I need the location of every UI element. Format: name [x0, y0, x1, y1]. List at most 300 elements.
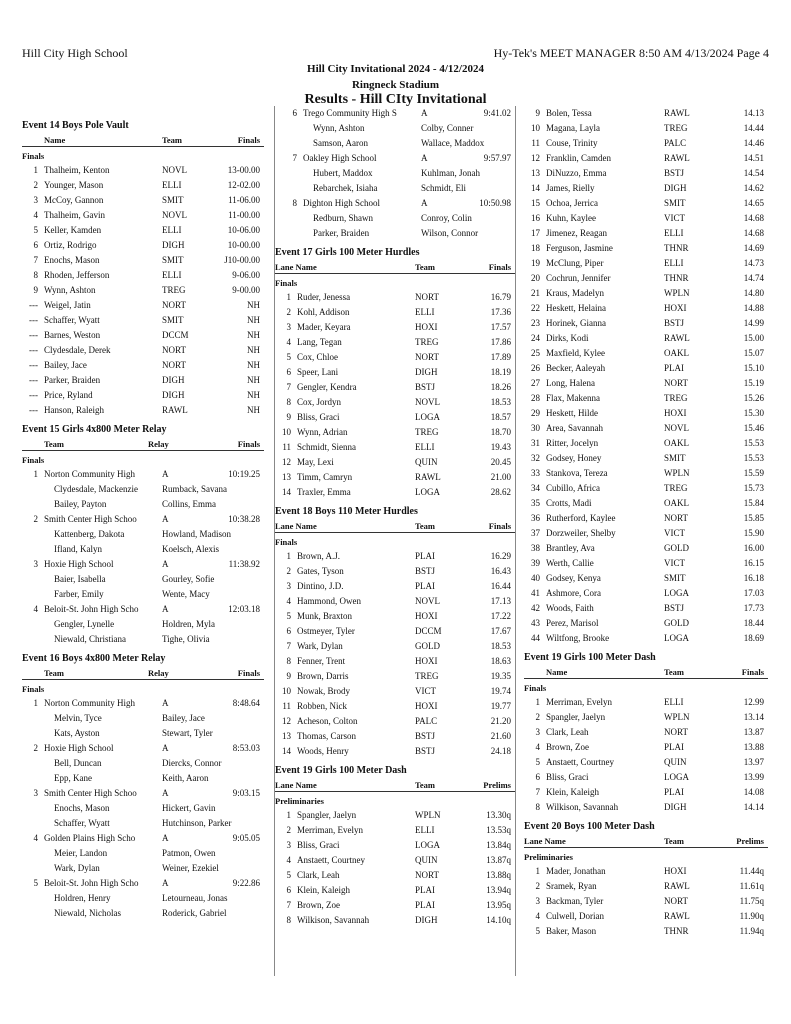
athlete-name: Gengler, Kendra — [297, 382, 357, 392]
athlete-name: Brown, A.J. — [297, 551, 341, 561]
athlete-name: Keller, Kamden — [44, 225, 102, 235]
mark: 9-06.00 — [232, 270, 260, 280]
team-code: PALC — [415, 716, 438, 726]
athlete-name: Backman, Tyler — [546, 896, 604, 906]
mark: 13-00.00 — [227, 165, 260, 175]
mark: 16.00 — [743, 543, 764, 553]
team-code: OAKL — [664, 438, 689, 448]
relay-members — [281, 166, 515, 181]
place: --- — [29, 360, 38, 370]
athlete-name: Klein, Kaleigh — [546, 787, 599, 797]
mark: 14.14 — [743, 802, 764, 812]
place: 16 — [531, 213, 540, 223]
place: 38 — [531, 543, 540, 553]
section-label: Finals — [22, 151, 45, 161]
athlete-name: Spangler, Jaelyn — [546, 712, 606, 722]
team-code: RAWL — [664, 333, 690, 343]
place: 4 — [286, 337, 291, 347]
place: 2 — [33, 180, 38, 190]
result-row — [524, 541, 768, 556]
result-row — [275, 594, 515, 609]
member-name: Bailey, Jace — [162, 713, 205, 723]
mark: 13.94q — [486, 885, 511, 895]
event-block — [524, 821, 768, 939]
team-code: TREG — [415, 427, 439, 437]
finals-header: Finals — [237, 668, 260, 678]
result-row — [275, 290, 515, 305]
team-code: RAWL — [415, 472, 441, 482]
member-name: Niewald, Christiana — [54, 634, 126, 644]
team-code: DIGH — [415, 367, 438, 377]
result-row — [22, 268, 264, 283]
mark: 14.68 — [743, 213, 764, 223]
relay-members — [22, 572, 264, 587]
member-name: Keith, Aaron — [162, 773, 209, 783]
team-code: NORT — [162, 345, 186, 355]
relay-members — [22, 801, 264, 816]
team-code: OAKL — [664, 348, 689, 358]
athlete-name: Cox, Chloe — [297, 352, 339, 362]
event-block — [22, 424, 264, 647]
relay-letter: A — [162, 788, 169, 798]
mark: 14.65 — [743, 198, 764, 208]
result-row — [22, 343, 264, 358]
athlete-name: Magana, Layla — [546, 123, 600, 133]
place: 5 — [286, 870, 291, 880]
athlete-name: James, Rielly — [546, 183, 595, 193]
athlete-name: Thalheim, Gavin — [44, 210, 105, 220]
mark: 18.70 — [490, 427, 511, 437]
mark: 17.03 — [743, 588, 764, 598]
place: 1 — [33, 698, 38, 708]
event-block — [275, 765, 515, 928]
athlete-name: Couse, Trinity — [546, 138, 598, 148]
place: 4 — [535, 742, 540, 752]
member-name: Ifland, Kalyn — [54, 544, 102, 554]
place: 9 — [286, 412, 291, 422]
athlete-name: Cochrun, Jennifer — [546, 273, 611, 283]
team-code: SMIT — [162, 255, 184, 265]
section-label: Finals — [524, 683, 547, 693]
result-row — [524, 879, 768, 894]
result-row — [524, 166, 768, 181]
team-code: HOXI — [415, 322, 438, 332]
athlete-name: Cubillo, Africa — [546, 483, 600, 493]
result-row — [275, 714, 515, 729]
mark: NH — [247, 405, 260, 415]
result-row — [524, 346, 768, 361]
athlete-name: Perez, Marisol — [546, 618, 599, 628]
mark: 17.36 — [490, 307, 511, 317]
mark: 13.87 — [743, 727, 764, 737]
mark: 18.26 — [490, 382, 511, 392]
team-code: HOXI — [664, 303, 687, 313]
member-name: Weiner, Ezekiel — [162, 863, 219, 873]
athlete-name: Barnes, Weston — [44, 330, 101, 340]
result-row — [524, 151, 768, 166]
place: 6 — [292, 108, 297, 118]
athlete-name: Brown, Darris — [297, 671, 349, 681]
mark: 11.90q — [739, 911, 764, 921]
athlete-name: Woods, Henry — [297, 746, 349, 756]
team-code: SMIT — [162, 195, 184, 205]
place: 1 — [286, 810, 291, 820]
athlete-name: Thomas, Carson — [297, 731, 356, 741]
athlete-name: Brantley, Ava — [546, 543, 595, 553]
place: 35 — [531, 498, 540, 508]
member-name: Conroy, Colin — [421, 213, 472, 223]
mark: 15.59 — [743, 468, 764, 478]
athlete-name: Woods, Faith — [546, 603, 594, 613]
athlete-name: Enochs, Mason — [44, 255, 100, 265]
column-3 — [524, 106, 768, 939]
result-row — [275, 395, 515, 410]
team-code: VICT — [415, 686, 436, 696]
team-code: WPLN — [664, 288, 690, 298]
relay-members — [22, 846, 264, 861]
athlete-name: Merriman, Evelyn — [546, 697, 612, 707]
mark: 14.74 — [743, 273, 764, 283]
result-row — [524, 466, 768, 481]
place: 10 — [282, 686, 291, 696]
athlete-name: Fenner, Trent — [297, 656, 346, 666]
mark: 15.53 — [743, 438, 764, 448]
event-title: Event 17 Girls 100 Meter Hurdles — [275, 247, 420, 258]
team-code: DIGH — [664, 802, 687, 812]
place: 44 — [531, 633, 540, 643]
result-row — [524, 710, 768, 725]
place: 2 — [535, 881, 540, 891]
team-code: WPLN — [664, 712, 690, 722]
result-row — [275, 624, 515, 639]
result-row — [275, 883, 515, 898]
relay-row — [281, 106, 515, 121]
result-row — [22, 208, 264, 223]
athlete-name: Ferguson, Jasmine — [546, 243, 613, 253]
team-code: ELLI — [415, 307, 435, 317]
column-header — [275, 260, 515, 274]
mark: 10:50.98 — [479, 198, 511, 208]
member-name: Parker, Braiden — [313, 228, 370, 238]
result-row — [275, 639, 515, 654]
athlete-name: Bliss, Graci — [297, 412, 340, 422]
result-row — [275, 853, 515, 868]
mark: 14.62 — [743, 183, 764, 193]
relay-members — [22, 542, 264, 557]
place: --- — [29, 300, 38, 310]
mark: 19.74 — [490, 686, 511, 696]
mark: 28.62 — [490, 487, 511, 497]
place: 6 — [33, 240, 38, 250]
lane-name-header: Lane Name — [275, 780, 317, 790]
result-row — [275, 868, 515, 883]
team-code: BSTJ — [415, 746, 436, 756]
team-code: ELLI — [162, 225, 182, 235]
member-name: Tighe, Olivia — [162, 634, 210, 644]
relay-header: Relay — [148, 668, 169, 678]
mark: 16.29 — [490, 551, 511, 561]
team-code: DIGH — [162, 375, 185, 385]
mark: 13.87q — [486, 855, 511, 865]
athlete-name: Parker, Braiden — [44, 375, 101, 385]
result-row — [524, 616, 768, 631]
relay-members — [22, 891, 264, 906]
relay-members — [22, 756, 264, 771]
relay-team: Golden Plains High Scho — [44, 833, 136, 843]
result-row — [524, 785, 768, 800]
athlete-name: Nowak, Brody — [297, 686, 350, 696]
team-code: ELLI — [664, 228, 684, 238]
section-label: Finals — [22, 455, 45, 465]
result-row — [275, 684, 515, 699]
athlete-name: Ostmeyer, Tyler — [297, 626, 355, 636]
result-row — [275, 808, 515, 823]
result-row — [524, 361, 768, 376]
mark: 11:38.92 — [228, 559, 260, 569]
relay-row — [22, 786, 264, 801]
athlete-name: Rutherford, Kaylee — [546, 513, 616, 523]
athlete-name: Bolen, Tessa — [546, 108, 592, 118]
relay-members — [281, 136, 515, 151]
place: 12 — [531, 153, 540, 163]
team-code: TREG — [415, 337, 439, 347]
place: 14 — [282, 746, 291, 756]
result-row — [524, 864, 768, 879]
relay-members — [281, 181, 515, 196]
lane-name-header: Lane Name — [524, 836, 566, 846]
mark: 17.67 — [490, 626, 511, 636]
finals-header: Finals — [237, 439, 260, 449]
result-row — [524, 526, 768, 541]
mark: 15.73 — [743, 483, 764, 493]
mark: NH — [247, 315, 260, 325]
athlete-name: Bliss, Graci — [546, 772, 589, 782]
team-code: TREG — [664, 123, 688, 133]
athlete-name: Merriman, Evelyn — [297, 825, 363, 835]
name-header: Name — [44, 135, 66, 145]
result-row — [22, 298, 264, 313]
relay-team: Smith Center High Schoo — [44, 514, 137, 524]
result-row — [524, 211, 768, 226]
mark: 8:53.03 — [232, 743, 260, 753]
team-code: SMIT — [664, 198, 686, 208]
member-name: Rebarchek, Isiaha — [313, 183, 378, 193]
result-row — [275, 699, 515, 714]
place: 8 — [286, 915, 291, 925]
relay-team: Beloit-St. John High Scho — [44, 604, 139, 614]
mark: 14.10q — [486, 915, 511, 925]
relay-letter: A — [162, 878, 169, 888]
member-name: Niewald, Nicholas — [54, 908, 121, 918]
result-row — [524, 241, 768, 256]
mark: 18.53 — [490, 397, 511, 407]
relay-continued — [275, 106, 515, 241]
place: 12 — [282, 457, 291, 467]
athlete-name: Dintino, J.D. — [297, 581, 344, 591]
result-row — [275, 898, 515, 913]
mark: 9-00.00 — [232, 285, 260, 295]
team-code: DIGH — [162, 240, 185, 250]
member-name: Schmidt, Eli — [421, 183, 466, 193]
place: 4 — [33, 604, 38, 614]
place: 2 — [33, 514, 38, 524]
event-title: Event 14 Boys Pole Vault — [22, 120, 129, 131]
place: 22 — [531, 303, 540, 313]
athlete-name: Stankova, Tereza — [546, 468, 608, 478]
relay-letter: A — [421, 198, 428, 208]
team-code: NORT — [415, 870, 439, 880]
relay-letter: A — [162, 833, 169, 843]
team-code: DIGH — [664, 183, 687, 193]
place: 3 — [286, 581, 291, 591]
team-code: NORT — [664, 378, 688, 388]
result-row — [524, 286, 768, 301]
member-name: Gourley, Sofie — [162, 574, 215, 584]
team-code: TREG — [162, 285, 186, 295]
result-row — [275, 350, 515, 365]
result-row — [22, 238, 264, 253]
mark: 14.99 — [743, 318, 764, 328]
athlete-name: Godsey, Honey — [546, 453, 602, 463]
place: 25 — [531, 348, 540, 358]
team-code: VICT — [664, 213, 685, 223]
athlete-name: Robben, Nick — [297, 701, 347, 711]
team-code: NORT — [415, 292, 439, 302]
athlete-name: Weigel, Jatin — [44, 300, 91, 310]
relay-members — [281, 211, 515, 226]
member-name: Hickert, Gavin — [162, 803, 216, 813]
mark: 14.69 — [743, 243, 764, 253]
team-code: DIGH — [415, 915, 438, 925]
team-code: NORT — [415, 352, 439, 362]
mark: 14.08 — [743, 787, 764, 797]
member-name: Farber, Emily — [54, 589, 104, 599]
mark: 17.57 — [490, 322, 511, 332]
team-code: HOXI — [415, 701, 438, 711]
member-name: Koelsch, Alexis — [162, 544, 219, 554]
relay-members — [22, 711, 264, 726]
event-block — [22, 653, 264, 921]
result-row — [524, 436, 768, 451]
result-row — [524, 800, 768, 815]
team-code: SMIT — [664, 573, 686, 583]
member-name: Stewart, Tyler — [162, 728, 213, 738]
result-row — [524, 496, 768, 511]
result-row — [275, 365, 515, 380]
team-code: TREG — [664, 393, 688, 403]
athlete-name: Baker, Mason — [546, 926, 597, 936]
mark: 13.88 — [743, 742, 764, 752]
mark: 21.00 — [490, 472, 511, 482]
member-name: Holdren, Henry — [54, 893, 111, 903]
place: 8 — [33, 270, 38, 280]
result-row — [524, 511, 768, 526]
place: 9 — [33, 285, 38, 295]
athlete-name: Heskett, Helaina — [546, 303, 606, 313]
column-header — [524, 665, 768, 679]
team-code: HOXI — [664, 408, 687, 418]
team-code: QUIN — [415, 457, 438, 467]
result-row — [524, 586, 768, 601]
team-code: RAWL — [664, 881, 690, 891]
place: 23 — [531, 318, 540, 328]
athlete-name: Anstaett, Courtney — [297, 855, 365, 865]
place: 7 — [286, 900, 291, 910]
finals-header: Finals — [488, 521, 511, 531]
team-code: NOVL — [162, 165, 187, 175]
athlete-name: Godsey, Kenya — [546, 573, 601, 583]
relay-members — [22, 861, 264, 876]
prelims-header: Prelims — [736, 836, 764, 846]
place: 8 — [286, 397, 291, 407]
athlete-name: Horinek, Gianna — [546, 318, 606, 328]
column-header — [275, 519, 515, 533]
team-header: Team — [664, 836, 684, 846]
section-label: Finals — [275, 537, 298, 547]
place: 27 — [531, 378, 540, 388]
team-header: Team — [664, 667, 684, 677]
team-code: PLAI — [664, 363, 684, 373]
team-code: ELLI — [415, 442, 435, 452]
section-label: Finals — [275, 278, 298, 288]
relay-letter: A — [421, 108, 428, 118]
place: 42 — [531, 603, 540, 613]
athlete-name: Flax, Makenna — [546, 393, 600, 403]
place: 40 — [531, 573, 540, 583]
team-header: Team — [415, 262, 435, 272]
result-row — [275, 729, 515, 744]
mark: 17.89 — [490, 352, 511, 362]
event-block — [275, 247, 515, 500]
mark: 16.18 — [743, 573, 764, 583]
place: 7 — [292, 153, 297, 163]
mark: 13.14 — [743, 712, 764, 722]
place: 1 — [33, 469, 38, 479]
member-name: Wente, Macy — [162, 589, 210, 599]
team-code: WPLN — [415, 810, 441, 820]
result-row — [22, 178, 264, 193]
relay-members — [22, 497, 264, 512]
mark: 19.43 — [490, 442, 511, 452]
athlete-name: Anstaett, Courtney — [546, 757, 614, 767]
place: 8 — [535, 802, 540, 812]
team-code: BSTJ — [415, 731, 436, 741]
column-header — [22, 437, 264, 451]
team-code: LOGA — [415, 487, 440, 497]
mark: 16.43 — [490, 566, 511, 576]
athlete-name: Dorzweiler, Shelby — [546, 528, 616, 538]
result-row — [524, 924, 768, 939]
relay-team: Beloit-St. John High Scho — [44, 878, 139, 888]
result-row — [524, 301, 768, 316]
place: 9 — [286, 671, 291, 681]
athlete-name: Kraus, Madelyn — [546, 288, 604, 298]
team-code: THNR — [664, 243, 689, 253]
team-code: BSTJ — [664, 168, 685, 178]
athlete-name: Wynn, Adrian — [297, 427, 348, 437]
relay-row — [281, 151, 515, 166]
place: 4 — [33, 833, 38, 843]
member-name: Meier, Landon — [54, 848, 108, 858]
team-code: GOLD — [664, 618, 689, 628]
athlete-name: Ashmore, Cora — [546, 588, 601, 598]
relay-row — [22, 741, 264, 756]
result-row — [22, 373, 264, 388]
section-label: Preliminaries — [275, 796, 324, 806]
result-row — [275, 410, 515, 425]
result-row — [524, 226, 768, 241]
result-row — [22, 223, 264, 238]
